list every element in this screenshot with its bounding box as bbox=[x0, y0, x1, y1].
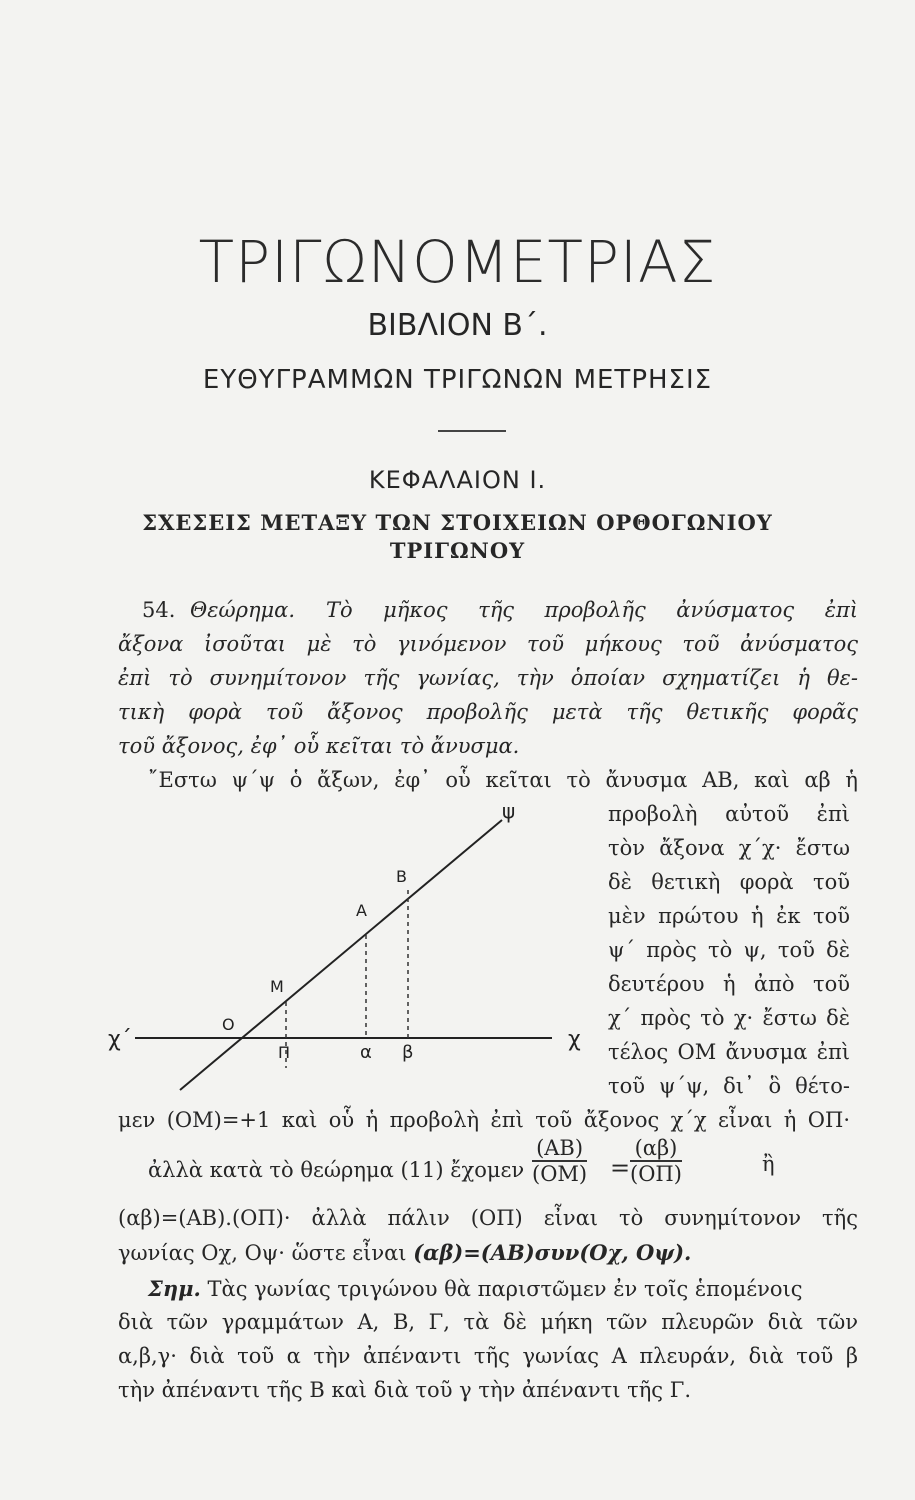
fraction-ab-om: $\frac{(AB)}{(OM)}$ bbox=[532, 1136, 588, 1186]
label-Pi: Π bbox=[278, 1043, 291, 1062]
chapter-heading: ΚΕΦΑΛΑΙΟΝ Ι. bbox=[368, 466, 547, 494]
formula-or: ἢ bbox=[762, 1152, 775, 1176]
label-M: M bbox=[270, 977, 284, 996]
label-O: O bbox=[222, 1015, 235, 1034]
note-line: α,β,γ· διὰ τοῦ α τὴν ἀπέναντι τῆς γωνίας Α πλευράν, διὰ τοῦ β bbox=[118, 1344, 858, 1368]
fraction-alphabeta-opi: $\frac{(\alpha\beta)}{(O\Pi)}$ bbox=[630, 1136, 682, 1186]
theorem-label: Θεώρημα. bbox=[190, 598, 296, 622]
theorem-line: ἄξονα ἰσοῦται μὲ τὸ γινόμενον τοῦ μήκους τοῦ ἀνύσματος bbox=[118, 632, 858, 656]
theorem-line: τοῦ ἄξονος, ἐφ᾿ οὗ κεῖται τὸ ἄνυσμα. bbox=[118, 734, 520, 758]
proof-side-line: δευτέρου ἡ ἀπὸ τοῦ bbox=[608, 972, 850, 996]
proof-side-line: τοῦ ψ΄ψ, δι᾿ ὃ θέτο- bbox=[608, 1074, 850, 1098]
part-heading: ΕΥΘΥΓΡΑΜΜΩΝ ΤΡΙΓΩΝΩΝ ΜΕΤΡΗΣΙΣ bbox=[202, 365, 713, 395]
label-B: B bbox=[396, 867, 407, 886]
book-heading: ΒΙΒΛΙΟΝ Β΄. bbox=[367, 308, 548, 343]
note-line: διὰ τῶν γραμμάτων Α, Β, Γ, τὰ δὲ μήκη τῶν πλευρῶν διὰ τῶν bbox=[118, 1310, 858, 1334]
equals-sign: = bbox=[610, 1154, 631, 1182]
section-heading-line2: ΤΡΙΓΩΝΟΥ bbox=[389, 538, 526, 563]
label-chi: χ bbox=[568, 1027, 581, 1052]
proof-side-line: ψ΄ πρὸς τὸ ψ, τοῦ δὲ bbox=[608, 938, 850, 962]
proof-side-line: τὸν ἄξονα χ΄χ· ἔστω bbox=[608, 836, 850, 860]
proof-line: (αβ)=(ΑΒ).(ΟΠ)· ἀλλὰ πάλιν (ΟΠ) εἶναι τὸ συνημίτονον τῆς bbox=[118, 1206, 858, 1230]
divider bbox=[438, 430, 506, 432]
proof-line: μεν (ΟΜ)=+1 καὶ οὗ ἡ προβολὴ ἐπὶ τοῦ ἄξονος χ΄χ εἶναι ἡ ΟΠ· bbox=[118, 1108, 850, 1132]
theorem-line: Τὸ μῆκος τῆς προβολῆς ἀνύσματος ἐπὶ bbox=[326, 598, 858, 622]
proof-side-line: προβολὴ αὐτοῦ ἐπὶ bbox=[608, 802, 850, 826]
theorem-line: τικὴ φορὰ τοῦ ἄξονος προβολῆς μετὰ τῆς θετικῆς φορᾶς bbox=[118, 700, 858, 724]
label-alpha: α bbox=[360, 1042, 372, 1063]
psi-axis-line bbox=[180, 820, 502, 1090]
note-line: τὴν ἀπέναντι τῆς Β καὶ διὰ τοῦ γ τὴν ἀπέναντι τῆς Γ. bbox=[118, 1378, 691, 1402]
note-line: Σημ. Τὰς γωνίας τριγώνου θὰ παριστῶμεν ἐν τοῖς ἑπομένοις bbox=[148, 1276, 803, 1301]
proof-line: ῎Εστω ψ΄ψ ὁ ἄξων, ἐφ᾿ οὗ κεῖται τὸ ἄνυσμα ΑΒ, καὶ αβ ἡ bbox=[148, 768, 858, 792]
proof-side-line: δὲ θετικὴ φορὰ τοῦ bbox=[608, 870, 850, 894]
formula-intro: ἀλλὰ κατὰ τὸ θεώρημα (11) ἔχομεν bbox=[148, 1158, 525, 1182]
proof-line: γωνίας Οχ, Οψ· ὥστε εἶναι (αβ)=(ΑΒ)συν(Οχ, Οψ). bbox=[118, 1240, 692, 1265]
projection-figure bbox=[90, 790, 600, 1100]
label-psi: ψ bbox=[502, 799, 516, 823]
proof-side-line: τέλος ΟΜ ἄνυσμα ἐπὶ bbox=[608, 1040, 850, 1064]
label-chi-prime: χ΄ bbox=[108, 1027, 132, 1052]
section-heading-line1: ΣΧΕΣΕΙΣ ΜΕΤΑΞΥ ΤΩΝ ΣΤΟΙΧΕΙΩΝ ΟΡΘΟΓΩΝΙΟΥ bbox=[142, 510, 773, 535]
proof-side-line: μὲν πρώτου ἡ ἐκ τοῦ bbox=[608, 904, 850, 928]
label-A: A bbox=[356, 901, 367, 920]
theorem-line: ἐπὶ τὸ συνημίτονον τῆς γωνίας, τὴν ὁποίαν σχηματίζει ἡ θε- bbox=[118, 666, 858, 690]
page-title: ΤΡΙΓΩΝΟΜΕΤΡΙΑΣ bbox=[198, 228, 717, 296]
proof-side-line: χ΄ πρὸς τὸ χ· ἔστω δὲ bbox=[608, 1006, 850, 1030]
label-beta: β bbox=[402, 1042, 414, 1063]
theorem-number: 54. bbox=[142, 598, 176, 622]
